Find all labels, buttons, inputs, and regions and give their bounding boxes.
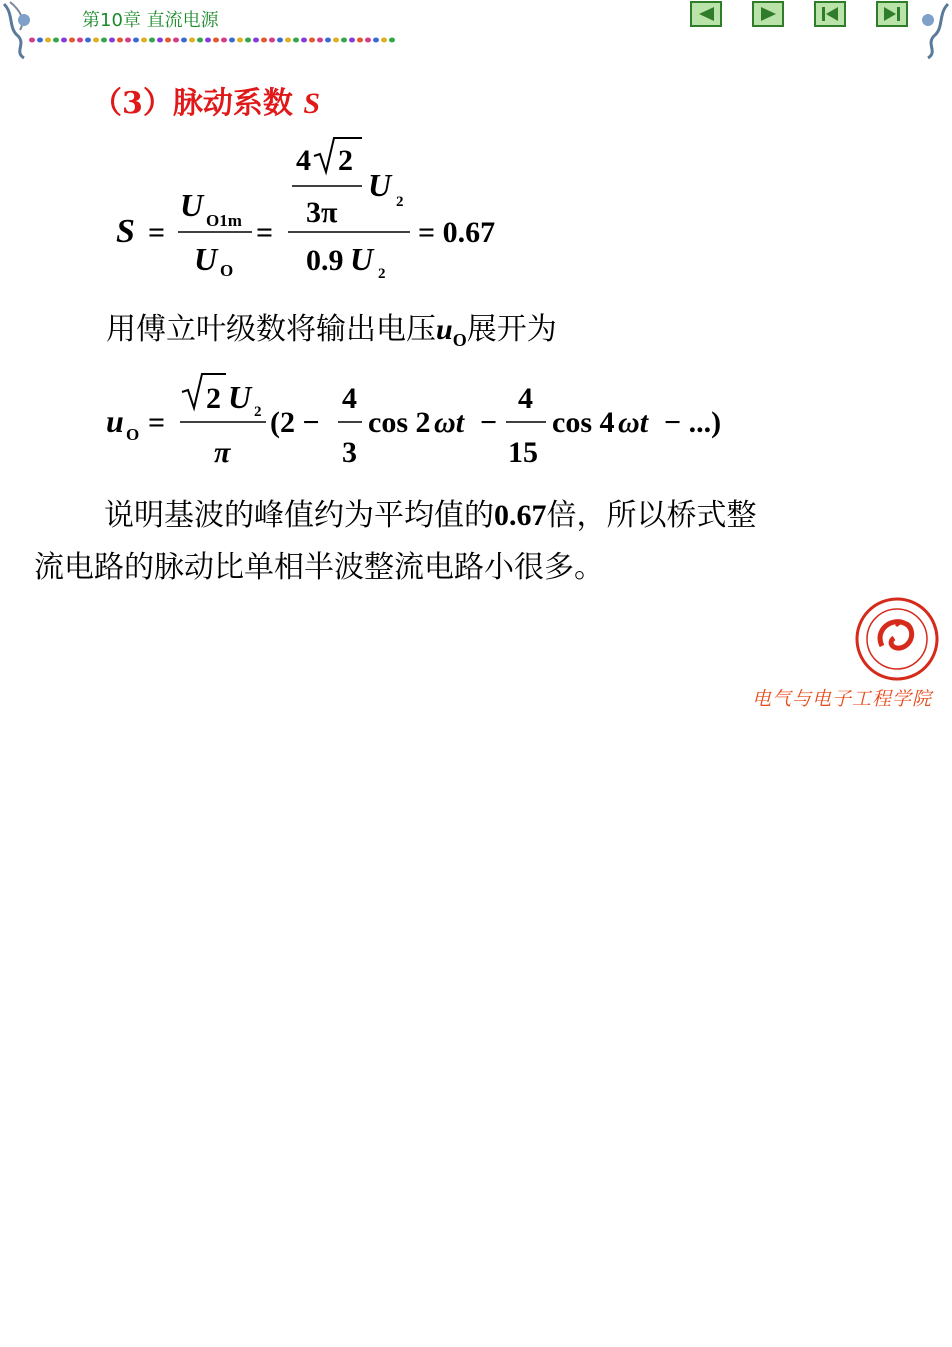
bead [301, 38, 307, 43]
f1-num1: U [180, 187, 204, 223]
bead [37, 38, 43, 43]
bead [229, 38, 235, 43]
f1-den2-sub: 2 [378, 266, 386, 282]
bead [285, 38, 291, 43]
bead [125, 38, 131, 43]
bead [77, 38, 83, 43]
bead [221, 38, 227, 43]
text2-line1-b: 倍，所以桥式整 [546, 498, 757, 533]
skip-first-icon [820, 6, 840, 22]
first-button[interactable] [814, 1, 846, 27]
header-bar [0, 0, 952, 60]
fourier-series-formula [100, 366, 760, 476]
bead [269, 38, 275, 43]
f2-open: (2 − [270, 406, 320, 439]
f2-tail: − ...) [664, 406, 722, 439]
chapter-title: 第10章 直流电源 [82, 10, 219, 31]
explanation-line1 [104, 490, 757, 542]
f1-den1-sub: O [220, 261, 234, 280]
bead [189, 38, 195, 43]
university-seal-icon [852, 596, 942, 682]
f2-f1-num: 4 [342, 382, 357, 415]
bead [261, 38, 267, 43]
f2-cos2: cos 4 [552, 406, 615, 439]
skip-last-icon [882, 6, 902, 22]
explanation-line2: 流电路的脉动比单相半波整流电路小很多。 [34, 550, 604, 585]
bead [317, 38, 323, 43]
bead [133, 38, 139, 43]
bead [45, 38, 51, 43]
bead [293, 38, 299, 43]
text1-sub: O [452, 330, 467, 350]
bead [69, 38, 75, 43]
bead [197, 38, 203, 43]
f1-inner-coef: 4 [296, 144, 311, 177]
bead [157, 38, 163, 43]
bead [389, 38, 395, 43]
bead [357, 38, 363, 43]
bead [173, 38, 179, 43]
bead [325, 38, 331, 43]
triangle-left-icon [696, 6, 716, 22]
right-ornament-icon [912, 0, 952, 60]
f2-u: U [228, 379, 252, 415]
f2-u-sub: 2 [254, 404, 262, 420]
bead [381, 38, 387, 43]
prev-button[interactable] [690, 1, 722, 27]
bead [333, 38, 339, 43]
text2-value: 0.67 [494, 499, 547, 532]
bead [309, 38, 315, 43]
text1-after: 展开为 [466, 312, 557, 347]
bead [277, 38, 283, 43]
section-title [92, 78, 320, 122]
bead [181, 38, 187, 43]
f2-cos1: cos 2 [368, 406, 431, 439]
f2-eq: = [148, 406, 166, 439]
f1-inner-root: 2 [338, 144, 353, 177]
f1-eq2: = [256, 216, 274, 249]
f2-omega-t1: ωt [434, 406, 465, 439]
f1-lhs: S [116, 213, 135, 250]
text1-before: 用傅立叶级数将输出电压 [106, 312, 436, 347]
college-name: 电气与电子工程学院 [752, 688, 933, 710]
f2-lhs: u [106, 403, 124, 439]
f2-lhs-sub: O [126, 425, 140, 444]
bead [149, 38, 155, 43]
f2-pi: π [214, 436, 231, 469]
bead [101, 38, 107, 43]
f2-omega-t2: ωt [618, 406, 649, 439]
bead [93, 38, 99, 43]
bead [29, 38, 35, 43]
f2-f2-den: 15 [508, 436, 538, 469]
next-button[interactable] [752, 1, 784, 27]
fourier-intro-text [106, 304, 557, 366]
f1-eq1: = [148, 216, 166, 249]
f1-u2-sub: 2 [396, 194, 404, 210]
bead [365, 38, 371, 43]
ripple-factor-formula [100, 130, 540, 290]
bead-divider [28, 36, 398, 44]
f1-num1-sub: O1m [206, 211, 242, 230]
f1-u2: U [368, 167, 392, 203]
bead [117, 38, 123, 43]
text1-var: u [436, 313, 453, 346]
bead [85, 38, 91, 43]
f1-den1: U [194, 241, 218, 277]
f1-den2-coef: 0.9 [306, 244, 344, 277]
bead [53, 38, 59, 43]
last-button[interactable] [876, 1, 908, 27]
bead [109, 38, 115, 43]
f2-minus: − [480, 406, 498, 439]
bead [205, 38, 211, 43]
bead [165, 38, 171, 43]
bead [213, 38, 219, 43]
f1-den2-var: U [350, 241, 374, 277]
left-ornament-icon [0, 0, 40, 60]
bead [245, 38, 251, 43]
bead [349, 38, 355, 43]
f2-root: 2 [206, 382, 221, 415]
f2-f1-den: 3 [342, 436, 357, 469]
f1-inner-den: 3π [306, 196, 338, 229]
section-title-text: （3）脉动系数 [92, 86, 293, 121]
bead [237, 38, 243, 43]
f2-f2-num: 4 [518, 382, 533, 415]
bead [253, 38, 259, 43]
bead [61, 38, 67, 43]
bead [373, 38, 379, 43]
f1-result: = 0.67 [418, 216, 496, 249]
text2-line1-a: 说明基波的峰值约为平均值的 [104, 498, 494, 533]
bead [141, 38, 147, 43]
triangle-right-icon [758, 6, 778, 22]
bead [341, 38, 347, 43]
section-symbol: S [303, 87, 321, 120]
